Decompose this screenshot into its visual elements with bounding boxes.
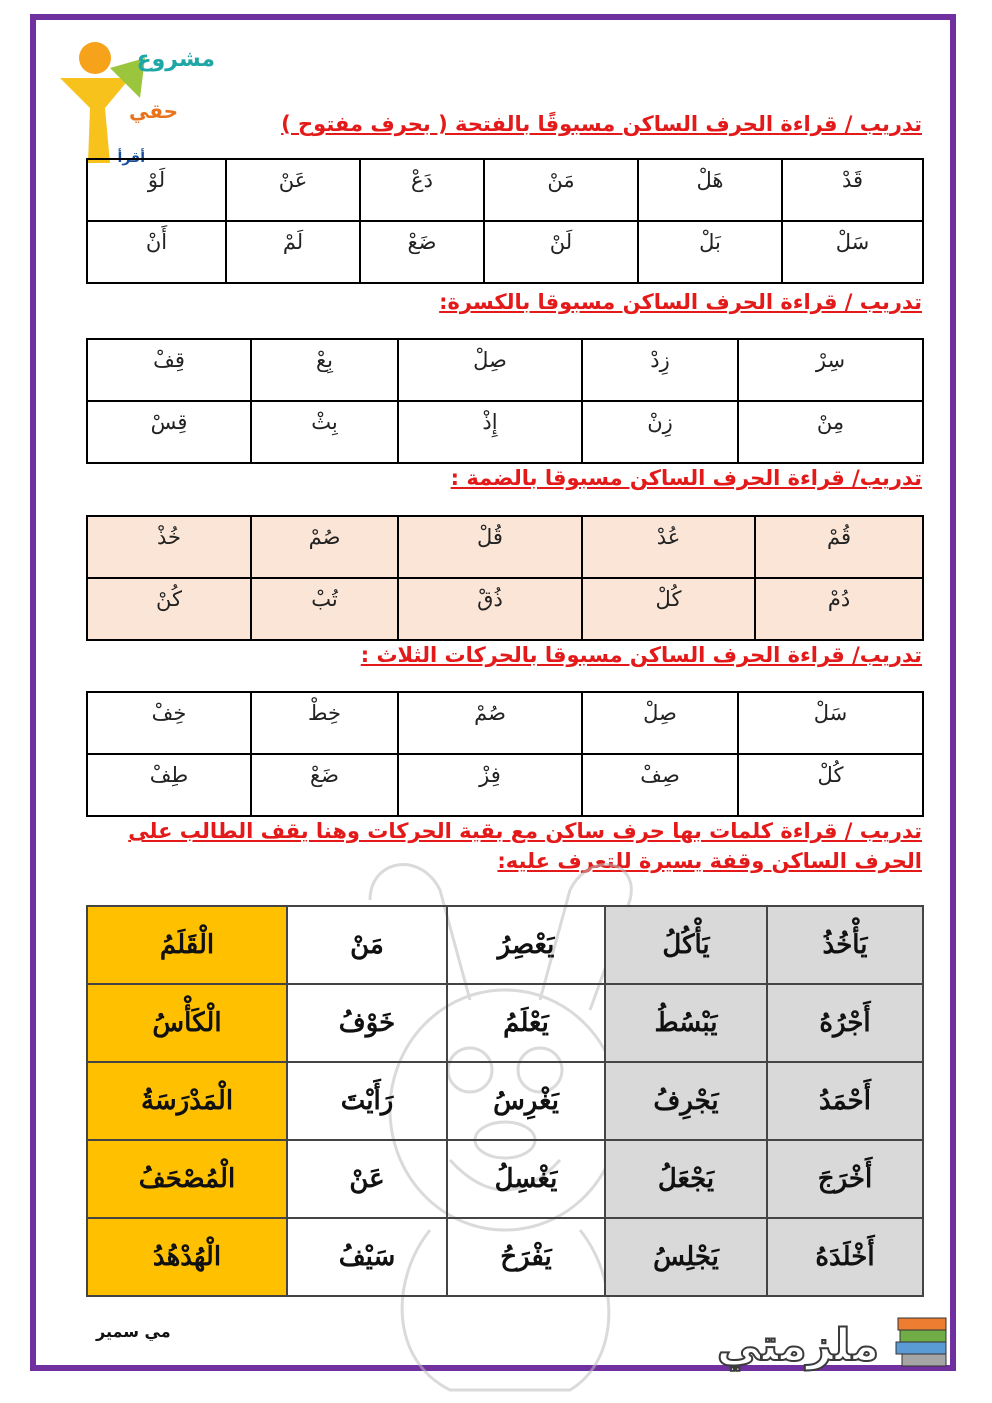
section-1-table (86, 158, 924, 284)
words-heading: تدريب / قراءة كلمات بها حرف ساكن مع بقية الحركات وهنا يقف الطالب على الحرف الساكن وقفة يسيرة للتعرف عليه: (128, 819, 922, 873)
cell: الْقَلَمُ (87, 906, 287, 984)
cell: يَغْرِسُ (447, 1062, 605, 1140)
cell: الْهُدْهُدُ (87, 1218, 287, 1296)
project-logo (50, 38, 230, 168)
cell: الْمُصْحَفُ (87, 1140, 287, 1218)
cell: فِزْ (398, 754, 582, 816)
section-2-heading: تدريب / قراءة الحرف الساكن مسبوقا بالكسرة: (439, 290, 922, 314)
cell: يَجْعَلُ (605, 1140, 767, 1218)
cell: زِنْ (582, 401, 738, 463)
cell: بِعْ (251, 339, 398, 401)
cell: أَخْلَدَهُ (767, 1218, 923, 1296)
cell: كُنْ (87, 578, 251, 640)
cell: بَلْ (638, 221, 782, 283)
cell: صُمْ (398, 692, 582, 754)
cell: الْمَدْرَسَةُ (87, 1062, 287, 1140)
cell: مَنْ (287, 906, 447, 984)
section-3-heading: تدريب/ قراءة الحرف الساكن مسبوقا بالضمة : (450, 466, 922, 490)
cell: يَغْسِلُ (447, 1140, 605, 1218)
cell: عَنْ (287, 1140, 447, 1218)
cell: يَعْلَمُ (447, 984, 605, 1062)
cell: ضَعْ (360, 221, 484, 283)
section-3-table (86, 515, 924, 641)
cell: أَخْرَجَ (767, 1140, 923, 1218)
cell: بِثْ (251, 401, 398, 463)
section-4-heading: تدريب/ قراءة الحرف الساكن مسبوقا بالحركات الثلاث : (360, 643, 922, 667)
cell: صِلْ (582, 692, 738, 754)
cell: يَجْلِسُ (605, 1218, 767, 1296)
cell: قِفْ (87, 339, 251, 401)
brand-text: ملزمتي (716, 1320, 880, 1371)
author-name: مي سمير (96, 1322, 171, 1341)
cell: عُدْ (582, 516, 755, 578)
words-table (86, 905, 924, 1297)
cell: إِذْ (398, 401, 582, 463)
cell: مَنْ (484, 159, 638, 221)
cell: لَنْ (484, 221, 638, 283)
cell: صُمْ (251, 516, 398, 578)
cell: لَمْ (226, 221, 360, 283)
cell: سَلْ (738, 692, 923, 754)
cell: يَبْسُطُ (605, 984, 767, 1062)
cell: أَجْرُهُ (767, 984, 923, 1062)
cell: يَفْرَحُ (447, 1218, 605, 1296)
cell: قِسْ (87, 401, 251, 463)
cell: قُلْ (398, 516, 582, 578)
cell: سِرْ (738, 339, 923, 401)
cell: يَأْخُذُ (767, 906, 923, 984)
cell: أَحْمَدُ (767, 1062, 923, 1140)
cell: يَأْكُلُ (605, 906, 767, 984)
cell: يَجْرِفُ (605, 1062, 767, 1140)
cell: عَنْ (226, 159, 360, 221)
cell: خِفْ (87, 692, 251, 754)
cell: سَيْفُ (287, 1218, 447, 1296)
cell: لَوْ (87, 159, 226, 221)
cell: مِنْ (738, 401, 923, 463)
section-1-heading: تدريب / قراءة الحرف الساكن مسبوقًا بالفتحة ( بحرف مفتوح ) (281, 112, 922, 136)
cell: خَوْفُ (287, 984, 447, 1062)
cell: سَلْ (782, 221, 923, 283)
section-2-table (86, 338, 924, 464)
cell: كُلْ (738, 754, 923, 816)
cell: قَدْ (782, 159, 923, 221)
cell: صِفْ (582, 754, 738, 816)
cell: أَنْ (87, 221, 226, 283)
section-4-table (86, 691, 924, 817)
cell: طِفْ (87, 754, 251, 816)
logo-line1: مشروع (136, 47, 215, 72)
cell: يَعْصِرُ (447, 906, 605, 984)
cell: زِدْ (582, 339, 738, 401)
cell: خُذْ (87, 516, 251, 578)
logo-line2: حقي (128, 99, 178, 123)
logo-line3: أقرأ (117, 150, 145, 166)
cell: صِلْ (398, 339, 582, 401)
cell: قُمْ (755, 516, 923, 578)
cell: كُلْ (582, 578, 755, 640)
cell: هَلْ (638, 159, 782, 221)
cell: خِطْ (251, 692, 398, 754)
cell: ضَعْ (251, 754, 398, 816)
cell: رَأَيْتَ (287, 1062, 447, 1140)
cell: ذُقْ (398, 578, 582, 640)
cell: دُمْ (755, 578, 923, 640)
cell: الْكَأْسُ (87, 984, 287, 1062)
brand-logo (668, 1298, 953, 1378)
cell: تُبْ (251, 578, 398, 640)
cell: دَعْ (360, 159, 484, 221)
